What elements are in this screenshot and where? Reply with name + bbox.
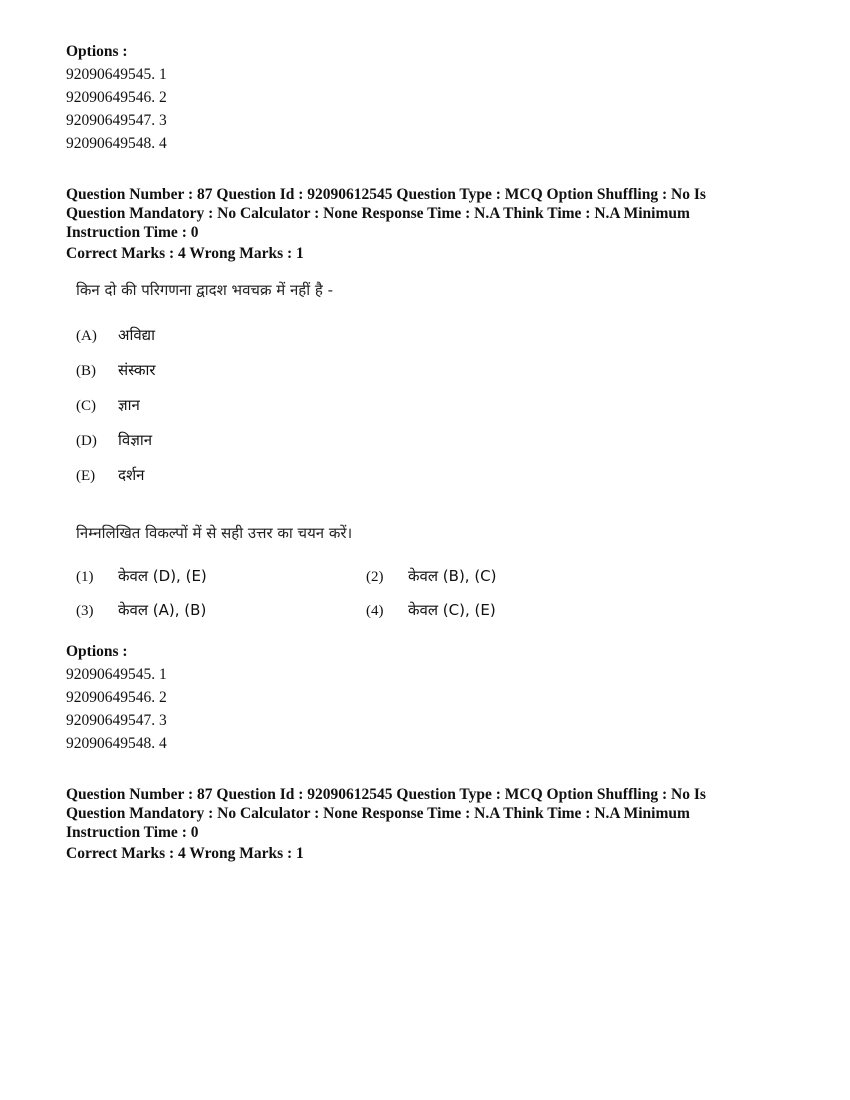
choice-text: ज्ञान xyxy=(118,396,140,414)
answer-option-2 xyxy=(366,566,497,586)
options-heading: Options : xyxy=(66,643,128,660)
choice-a xyxy=(76,325,155,347)
answer-label: (2) xyxy=(366,569,384,585)
choice-e xyxy=(76,465,145,487)
question-meta-line: Question Number : 87 Question Id : 92090612545 Question Type : MCQ Option Shuffling : No Is xyxy=(66,786,706,803)
answer-option-4 xyxy=(366,600,496,620)
option-item: 92090649546. 2 xyxy=(66,89,167,106)
choice-label: (E) xyxy=(76,468,96,484)
choice-text: विज्ञान xyxy=(118,431,153,449)
answer-label: (3) xyxy=(76,603,94,619)
answer-label: (1) xyxy=(76,569,94,585)
option-item: 92090649545. 1 xyxy=(66,66,167,83)
options-block-top xyxy=(66,40,167,155)
choice-b xyxy=(76,360,156,382)
choice-label: (A) xyxy=(76,328,97,344)
answer-text: केवल (C), (E) xyxy=(408,601,496,619)
choice-text: अविद्या xyxy=(118,326,156,344)
option-item: 92090649548. 4 xyxy=(66,135,167,152)
answer-text: केवल (B), (C) xyxy=(408,567,497,585)
choice-label: (B) xyxy=(76,363,96,379)
option-item: 92090649547. 3 xyxy=(66,112,167,129)
choice-text: दर्शन xyxy=(118,466,145,484)
question-meta-line: Question Number : 87 Question Id : 92090612545 Question Type : MCQ Option Shuffling : No Is xyxy=(66,186,706,203)
choice-label: (C) xyxy=(76,398,96,414)
question-meta xyxy=(66,785,786,842)
question-meta xyxy=(66,185,786,242)
answer-option-1 xyxy=(76,566,207,586)
question-meta-line: Question Mandatory : No Calculator : None Response Time : N.A Think Time : N.A Minimum xyxy=(66,205,690,222)
answer-option-3 xyxy=(76,600,206,620)
question-meta-line: Question Mandatory : No Calculator : None Response Time : N.A Think Time : N.A Minimum xyxy=(66,805,690,822)
options-heading: Options : xyxy=(66,43,128,60)
question-meta-line: Instruction Time : 0 xyxy=(66,224,199,241)
question-marks: Correct Marks : 4 Wrong Marks : 1 xyxy=(66,245,304,262)
choice-text: संस्कार xyxy=(118,361,156,379)
choice-d xyxy=(76,430,152,452)
choice-label: (D) xyxy=(76,433,97,449)
question-prompt: किन दो की परिगणना द्वादश भवचक्र में नहीं है - xyxy=(76,281,334,299)
option-item: 92090649547. 3 xyxy=(66,712,167,729)
choice-c xyxy=(76,395,140,417)
answer-label: (4) xyxy=(366,603,384,619)
options-block-bottom xyxy=(66,640,167,755)
question-meta-line: Instruction Time : 0 xyxy=(66,824,199,841)
answer-text: केवल (D), (E) xyxy=(118,567,207,585)
question-marks: Correct Marks : 4 Wrong Marks : 1 xyxy=(66,845,304,862)
option-item: 92090649546. 2 xyxy=(66,689,167,706)
option-item: 92090649545. 1 xyxy=(66,666,167,683)
option-item: 92090649548. 4 xyxy=(66,735,167,752)
question-instruction: निम्नलिखित विकल्पों में से सही उत्तर का चयन करें। xyxy=(76,524,353,542)
answer-text: केवल (A), (B) xyxy=(118,601,207,619)
